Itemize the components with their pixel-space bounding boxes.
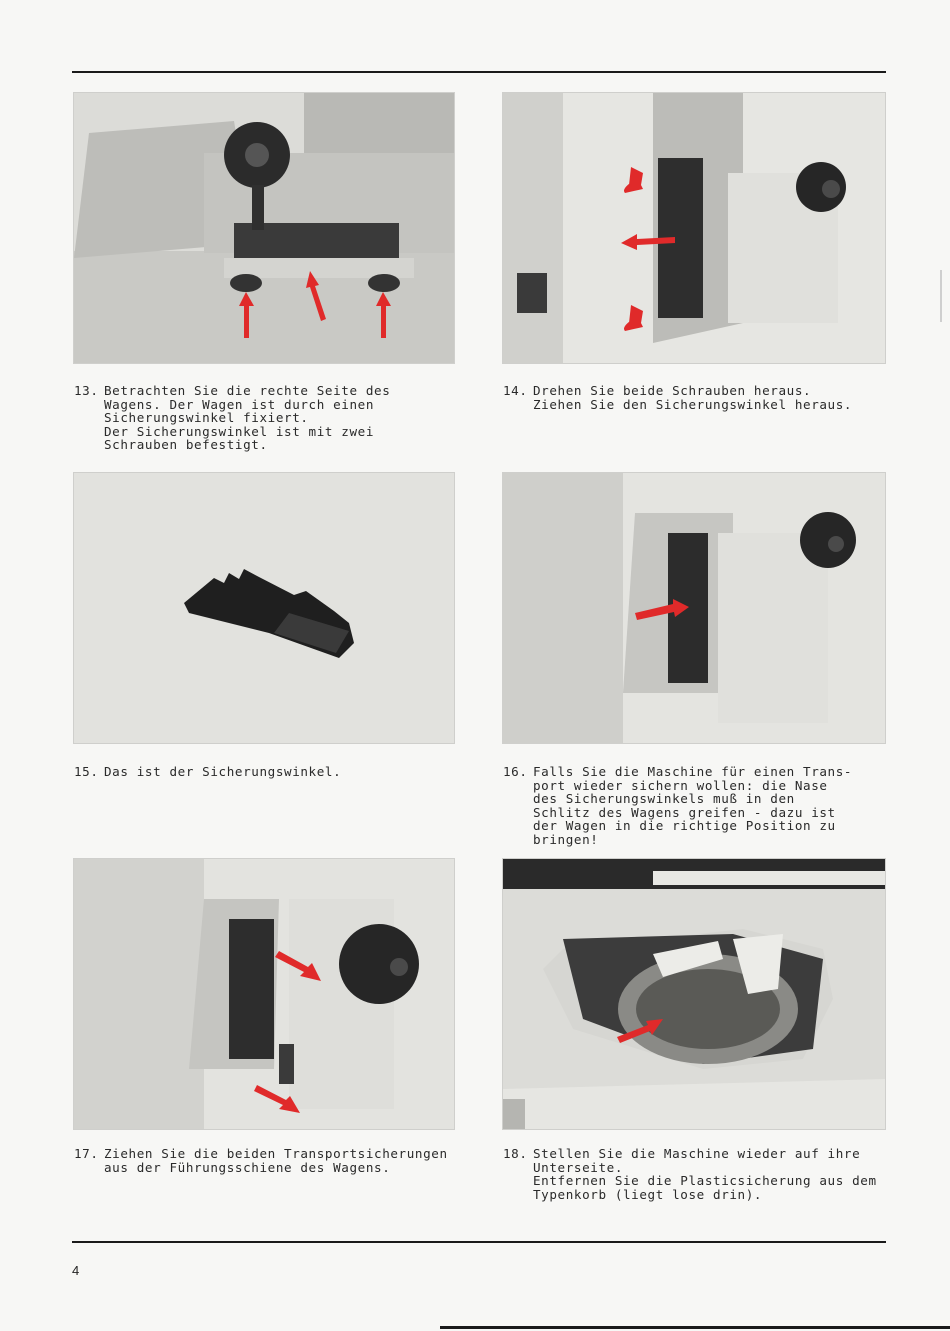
caption-line: aus der Führungsschiene des Wagens. [104, 1159, 391, 1175]
page-number: 4 [72, 1263, 80, 1278]
step-number: 14. [503, 383, 528, 398]
caption-line: Ziehen Sie den Sicherungswinkel heraus. [533, 396, 853, 412]
caption-line: des Sicherungswinkels muß in den [533, 791, 795, 807]
step-number: 17. [74, 1146, 99, 1161]
photo-step-13 [73, 92, 455, 364]
caption-line: Das ist der Sicherungswinkel. [104, 764, 342, 779]
red-arrows-step-16 [503, 473, 885, 743]
caption-line: Betrachten Sie die rechte Seite des [104, 383, 391, 398]
caption-line: bringen! [533, 831, 599, 847]
caption-line: Entfernen Sie die Plasticsicherung aus dem [533, 1173, 877, 1189]
caption-line: Schlitz des Wagens greifen - dazu ist [533, 804, 836, 820]
caption-line: Falls Sie die Maschine für einen Trans- [533, 764, 853, 779]
caption-line: Typenkorb (liegt lose drin). [533, 1186, 763, 1202]
caption-line: Stellen Sie die Maschine wieder auf ihre [533, 1146, 861, 1161]
caption-line: Sicherungswinkel fixiert. [104, 410, 309, 426]
caption-line: Wagens. Der Wagen ist durch einen [104, 396, 375, 412]
red-arrows-step-17 [74, 859, 454, 1129]
red-arrows-step-13 [74, 93, 454, 363]
caption-line: Schrauben befestigt. [104, 437, 268, 453]
scan-mark [940, 270, 942, 322]
step-number: 13. [74, 383, 99, 398]
step-number: 15. [74, 764, 99, 779]
caption-line: port wieder sichern wollen: die Nase [533, 777, 828, 793]
photo-step-14 [502, 92, 886, 364]
caption-line: Drehen Sie beide Schrauben heraus. [533, 383, 812, 398]
red-arrows-step-18 [503, 859, 885, 1129]
bottom-rule [72, 1241, 886, 1243]
caption-line: der Wagen in die richtige Position zu [533, 818, 836, 834]
red-arrows-step-14 [503, 93, 885, 363]
caption-line: Der Sicherungswinkel ist mit zwei [104, 423, 375, 439]
step-number: 16. [503, 764, 528, 779]
photo-step-15 [73, 472, 455, 744]
footer-edge-rule [440, 1326, 950, 1329]
photo-step-17 [73, 858, 455, 1130]
top-rule [72, 71, 886, 73]
caption-line: Ziehen Sie die beiden Transportsicherungen [104, 1146, 448, 1161]
step-number: 18. [503, 1146, 528, 1161]
photo-step-18 [502, 858, 886, 1130]
photo-step-16 [502, 472, 886, 744]
caption-line: Unterseite. [533, 1159, 624, 1175]
